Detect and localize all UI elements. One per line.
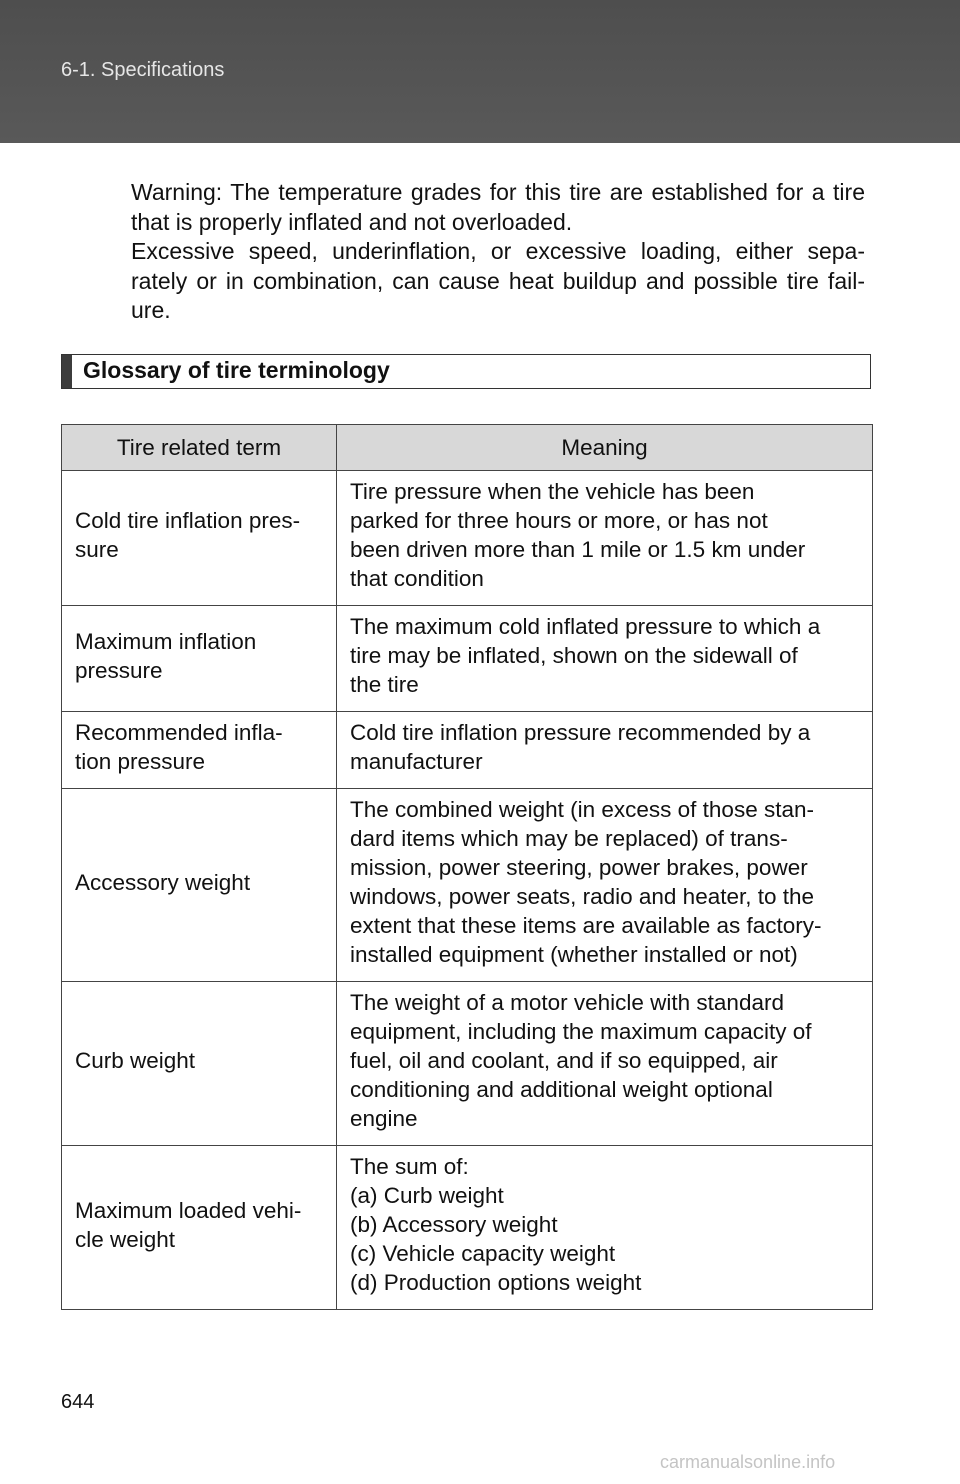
table-row (62, 982, 873, 1146)
table-row (62, 789, 873, 982)
meaning-text: The combined weight (in excess of those stan- dard items which may be replaced) of trans- mission, power steering, power brakes, power windows, power seats, radio and heater, to the extent that these items are available as factory- installed equipment (whether installed or not) (350, 797, 822, 967)
warning-paragraph-1: Warning: The temperature grades for this tire are established for a tire that is properly inflated and not overloaded. (131, 179, 865, 235)
table-row (62, 606, 873, 712)
meaning-cell (337, 1146, 873, 1310)
header-band (0, 0, 960, 143)
table-header-row (62, 425, 873, 471)
meaning-cell (337, 471, 873, 606)
terminology-table (61, 424, 873, 1310)
term-text: Curb weight (75, 1048, 196, 1073)
table-row (62, 1146, 873, 1310)
meaning-text: The sum of: (a) Curb weight (b) Accessory weight (c) Vehicle capacity weight (d) Production options weight (350, 1154, 642, 1295)
meaning-cell (337, 606, 873, 712)
term-text: Maximum loaded vehi- cle weight (75, 1197, 302, 1252)
term-cell (62, 471, 337, 606)
term-cell (62, 1146, 337, 1310)
term-text: Cold tire inflation pres- sure (75, 508, 301, 562)
section-title: 6-1. Specifications (61, 59, 225, 81)
warning-paragraph-2: Excessive speed, underinflation, or excessive loading, either sepa-rately or in combination, can cause heat buildup and possible tire fail-ure. (131, 238, 865, 323)
term-cell (62, 789, 337, 982)
watermark: carmanualsonline.info (660, 1452, 836, 1472)
table-row (62, 712, 873, 789)
table-row (62, 471, 873, 606)
column-header-meaning: Meaning (337, 425, 873, 471)
meaning-text: Tire pressure when the vehicle has been parked for three hours or more, or has not been driven more than 1 mile or 1.5 km under that condition (350, 479, 806, 591)
column-header-term: Tire related term (62, 425, 337, 471)
page-number: 644 (61, 1391, 95, 1413)
meaning-cell (337, 789, 873, 982)
glossary-title: Glossary of tire terminology (83, 357, 390, 383)
term-text: Accessory weight (75, 869, 251, 895)
meaning-cell (337, 712, 873, 789)
glossary-heading (61, 354, 871, 389)
warning-text (131, 178, 865, 326)
meaning-text: The maximum cold inflated pressure to which a tire may be inflated, shown on the sidewall of the tire (350, 614, 821, 697)
term-cell (62, 606, 337, 712)
term-cell (62, 712, 337, 789)
term-cell (62, 982, 337, 1146)
term-text: Maximum inflation pressure (75, 628, 257, 683)
heading-accent-bar (62, 355, 72, 388)
term-text: Recommended infla- tion pressure (75, 720, 283, 774)
meaning-cell (337, 982, 873, 1146)
meaning-text: The weight of a motor vehicle with standard equipment, including the maximum capacity of fuel, oil and coolant, and if so equipped, air conditioning and additional weight optional engine (350, 990, 812, 1131)
meaning-text: Cold tire inflation pressure recommended by a manufacturer (350, 720, 811, 774)
